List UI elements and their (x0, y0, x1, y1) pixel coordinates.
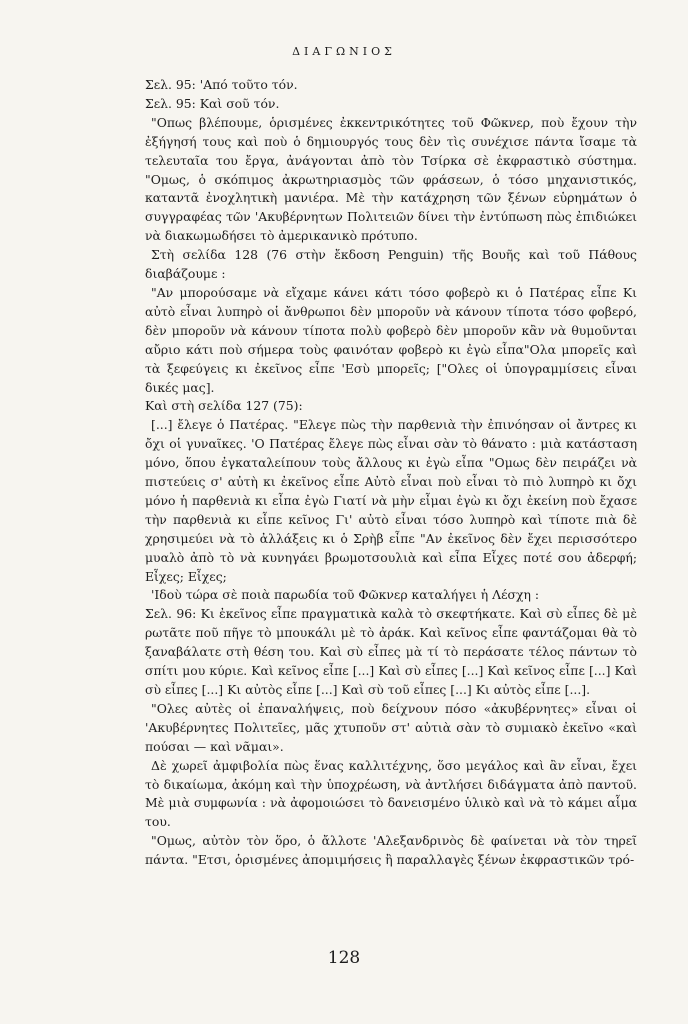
paragraph: "Αν μπορούσαμε νὰ εἴχαμε κάνει κάτι τόσο φοβερὸ κι ὁ Πατέρας εἶπε Κι αὐτὸ εἶναι λυπηρὸ οἱ ἄνθρωποι δὲν μποροῦν νὰ κάνουν τίποτα τόσο φοβερό, δὲν μποροῦν νὰ κάνουν τίποτα πολὺ φοβερὸ δὲν μποροῦν κἂν νὰ θυμοῦνται αὔριο κάτι ποὺ σήμερα τοὺς φαινόταν φοβερὸ κι ἐγὼ εἶπα"Ολα μπορεῖς καὶ τὰ ξεφεύγεις κι ἐκεῖνος εἶπε 'Εσὺ μπορεῖς; ["Ολες οἱ ὑπογραμμίσεις εἶναι δικές μας]. (145, 284, 637, 395)
paragraph: 'Ιδοὺ τώρα σὲ ποιὰ παρωδία τοῦ Φῶκνερ καταλήγει ἡ Λέσχη : (151, 587, 540, 603)
paragraph: Στὴ σελίδα 128 (76 στὴν ἔκδοση Penguin) τῆς Βουῆς καὶ τοῦ Πάθους διαβάζουμε : (145, 247, 637, 282)
paragraph: [...] ἔλεγε ὁ Πατέρας. "Ελεγε πὼς τὴν παρθενιὰ τὴν ἐπινόησαν οἱ ἄντρες κι ὄχι οἱ γυναῖκες. 'Ο Πατέρας ἔλεγε πὼς εἶναι σὰν τὸ θάνατο : μιὰ κατάσταση μόνο, ὅπου ἐγκαταλείπουν τοὺς ἄλλους κι ἐγὼ εἶπα "Ομως δὲν πειράζει νὰ πιστεύεις σ' αὐτὴ κι ἐκεῖνος εἶπε Αὐτὸ εἶναι ποὺ εἶναι τὸ πιὸ λυπηρὸ κι ὄχι μόνο ἡ παρθενιὰ κι εἶπα ἐγὼ Γιατί νὰ μὴν εἶμαι ἐγὼ κι ὄχι ἐκείνη ποὺ ἔχασε τὴν παρθενιὰ κι εἶπε κεῖνος Γι' αὐτὸ εἶναι τόσο λυπηρὸ καὶ τίποτε πιὰ δὲ χρησιμεύει νὰ τὸ ἀλλάξεις κι ὁ Σρὴβ εἶπε "Αν ἐκεῖνος δὲν ἔχει περισσότερο μυαλὸ ἀπὸ τὸ νὰ κυνηγάει βρωμοτσουλιὰ καὶ εἶπα Εἶχες ποτέ σου ἀδερφή; Εἶχες; Εἶχες; (145, 417, 637, 584)
page-number: 128 (327, 948, 361, 968)
paragraph: Σελ. 96: Κι ἐκεῖνος εἶπε πραγματικὰ καλὰ τὸ σκεφτήκατε. Καὶ σὺ εἶπες δὲ μὲ ρωτᾶτε ποῦ πῆγε τὸ μπουκάλι μὲ τὸ ἀράκ. Καὶ κεῖνος εἶπε φαντάζομαι θὰ τὸ ξαναβάλατε στὴ θέση του. Καὶ σὺ εἶπες μὰ τί τὸ περάσατε τέλος πάντων τὸ σπίτι μου κύριε. Καὶ κεῖνος εἶπε [...] Καὶ σὺ εἶπες [...] Καὶ κεῖνος εἶπε [...] Καὶ σὺ εἶπες [...] Κι αὐτὸς εἶπε [...] Καὶ σὺ τοῦ εἶπες [...] Κι αὐτὸς εἶπε [...]. (145, 606, 637, 697)
paragraph: Σελ. 95: Καὶ σοῦ τόν. (145, 95, 280, 111)
paragraph: Σελ. 95: 'Από τοῦτο τόν. (145, 77, 298, 92)
paragraph: Καὶ στὴ σελίδα 127 (75): (145, 398, 303, 414)
body-text (145, 76, 637, 870)
paragraph: "Ολες αὐτὲς οἱ ἐπαναλήψεις, ποὺ δείχνουν πόσο «ἀκυβέρνητες» εἶναι οἱ 'Ακυβέρνητες Πολιτεῖες, μᾶς χτυποῦν στ' αὐτιὰ σὰν τὸ συμιακὸ ἐκεῖνο «καὶ πούσαι — καὶ νᾶμαι». (145, 700, 637, 754)
running-header: ΔΙΑΓΩΝΙΟΣ (292, 45, 396, 58)
paragraph: Δὲ χωρεῖ ἀμφιβολία πὼς ἕνας καλλιτέχνης, ὅσο μεγάλος καὶ ἂν εἶναι, ἔχει τὸ δικαίωμα, ἀκόμη καὶ τὴν ὑποχρέωση, νὰ ἀντλήσει διδάγματα ἀπὸ παντοῦ. Μὲ μιὰ συμφωνία : νὰ ἀφομοιώσει τὸ δανεισμένο ὑλικὸ καὶ νὰ τὸ κάμει αἷμα του. (145, 757, 637, 830)
paragraph: "Οπως βλέπουμε, ὁρισμένες ἐκκεντρικότητες τοῦ Φῶκνερ, ποὺ ἔχουν τὴν ἐξήγησή τους καὶ ποὺ ὁ δημιουργός τους δὲν τὶς συνέχισε πάντα ἴσαμε τὰ τελευταῖα του ἔργα, ἀνάγονται ἀπὸ τὸν Τσίρκα σὲ ἐκφραστικὸ σύστημα. "Ομως, ὁ σκόπιμος ἀκρωτηριασμὸς τῶν φράσεων, ὁ τόσο μηχανιστικός, καταντᾶ ἐνοχλητικὴ μανιέρα. Μὲ τὴν κατάχρηση τῶν ξένων εὑρημάτων ὁ συγγραφέας τῶν 'Ακυβέρνητων Πολιτειῶν δίνει τὴν ἐντύπωση πὼς ἐπιδιώκει νὰ διακωμωδήσει τὸ ἀμερικανικὸ πρότυπο. (145, 114, 637, 244)
paragraph: "Ομως, αὐτὸν τὸν ὅρο, ὁ ἄλλοτε 'Αλεξανδρινὸς δὲ φαίνεται νὰ τὸν τηρεῖ πάντα. "Ετσι, ὁρισμένες ἀπομιμήσεις ἢ παραλλαγὲς ξένων ἐκφραστικῶν τρό- (145, 833, 637, 868)
